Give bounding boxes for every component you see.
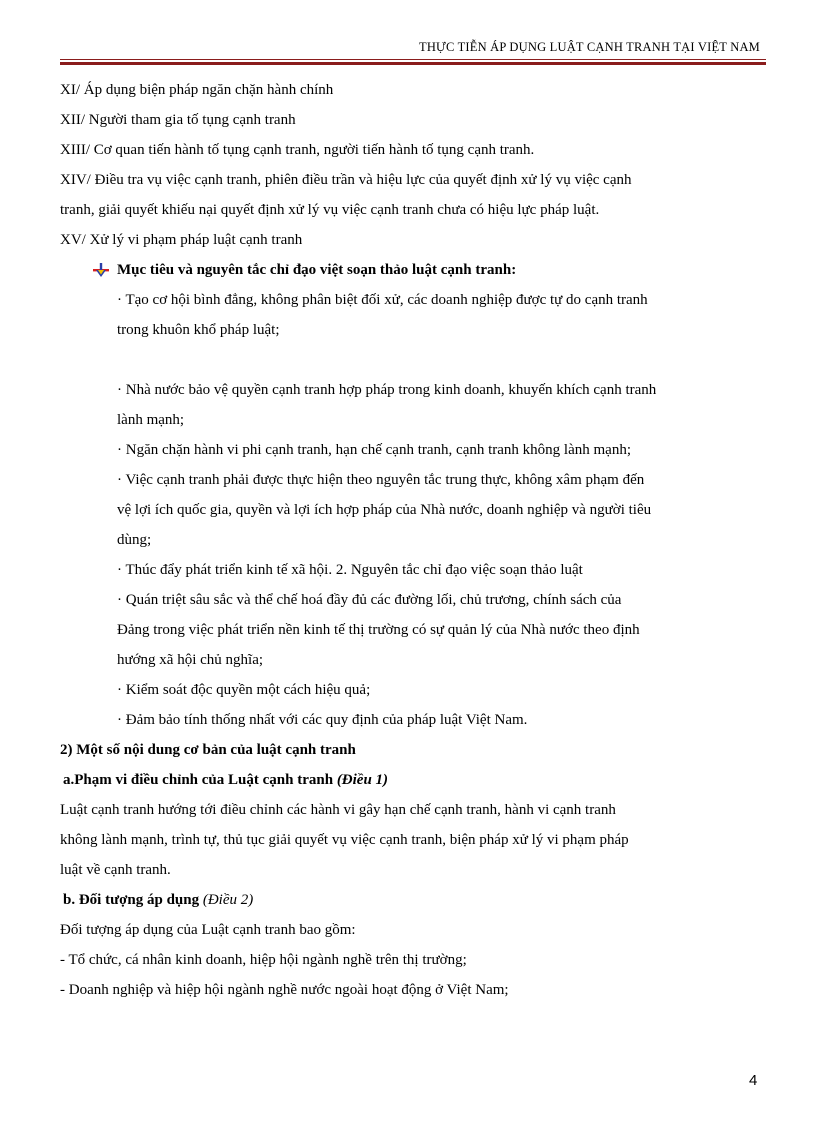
chapter-item: XIV/ Điều tra vụ việc cạnh tranh, phiên điều trần và hiệu lực của quyết định xử lý vụ việc cạnh [60,172,632,188]
header-rule-thin [60,59,766,60]
subsection-a-title: a.Phạm vi điều chỉnh của Luật cạnh tranh [63,772,334,788]
paragraph-line: Luật cạnh tranh hướng tới điều chỉnh các hành vi gây hạn chế cạnh tranh, hành vi cạnh tranh [60,802,616,818]
paragraph-line: luật về cạnh tranh. [60,862,171,878]
chapter-item: XII/ Người tham gia tố tụng cạnh tranh [60,112,296,128]
chapter-item-continuation: tranh, giải quyết khiếu nại quyết định xử lý vụ việc cạnh tranh chưa có hiệu lực pháp luật. [60,202,600,218]
objective-line: vệ lợi ích quốc gia, quyền và lợi ích hợp pháp của Nhà nước, doanh nghiệp và người tiêu [117,502,652,518]
subsection-a-ref: (Điều 1) [336,772,389,788]
objective-line: · Thúc đẩy phát triển kinh tế xã hội. 2. Nguyên tắc chỉ đạo việc soạn thảo luật [117,562,583,578]
objective-line: · Tạo cơ hội bình đẳng, không phân biệt đối xử, các doanh nghiệp được tự do cạnh tranh [117,292,648,308]
objective-line: dùng; [117,532,152,548]
subsection-b-title: b. Đối tượng áp dụng [63,892,200,908]
paragraph-line: không lành mạnh, trình tự, thủ tục giải quyết vụ việc cạnh tranh, biện pháp xử lý vi phạm pháp [60,832,629,848]
chapter-item: XI/ Áp dụng biện pháp ngăn chặn hành chính [60,82,334,98]
subsection-a-heading [63,772,388,789]
paragraph-line: Đối tượng áp dụng của Luật cạnh tranh bao gồm: [60,922,356,938]
chapter-item: XV/ Xử lý vi phạm pháp luật cạnh tranh [60,232,303,248]
objective-line: Đảng trong việc phát triển nền kinh tế thị trường có sự quản lý của Nhà nước theo định [117,622,640,638]
header-title: THỰC TIỄN ÁP DỤNG LUẬT CẠNH TRANH TẠI VIỆT NAM [418,40,760,54]
paragraph-line: - Tổ chức, cá nhân kinh doanh, hiệp hội ngành nghề trên thị trường; [60,952,467,968]
chapter-item: XIII/ Cơ quan tiến hành tố tụng cạnh tranh, người tiến hành tố tụng cạnh tranh. [60,142,535,158]
objective-line: lành mạnh; [117,412,185,428]
objective-line: · Việc cạnh tranh phải được thực hiện theo nguyên tắc trung thực, không xâm phạm đến [117,472,645,488]
subsection-b-ref: (Điều 2) [202,892,254,908]
header-rule-thick [60,62,766,65]
objective-line: · Nhà nước bảo vệ quyền cạnh tranh hợp pháp trong kinh doanh, khuyến khích cạnh tranh [117,382,657,398]
objectives-heading: Mục tiêu và nguyên tắc chỉ đạo việt soạn thảo luật cạnh tranh: [117,262,517,278]
objective-line: trong khuôn khổ pháp luật; [117,322,280,338]
paragraph-line: - Doanh nghiệp và hiệp hội ngành nghề nước ngoài hoạt động ở Việt Nam; [60,982,509,998]
subsection-b-heading [63,892,253,909]
arrow-down-bullet-icon [92,262,110,278]
objective-line: · Đảm bảo tính thống nhất với các quy định của pháp luật Việt Nam. [117,712,528,728]
objective-line: · Ngăn chặn hành vi phi cạnh tranh, hạn chế cạnh tranh, cạnh tranh không lành mạnh; [117,442,631,458]
objective-line: · Quán triệt sâu sắc và thể chế hoá đầy đủ các đường lối, chủ trương, chính sách của [117,592,622,608]
objective-line: · Kiểm soát độc quyền một cách hiệu quả; [117,682,371,698]
section-2-heading: 2) Một số nội dung cơ bản của luật cạnh tranh [60,742,356,758]
page-number: 4 [749,1072,758,1089]
objective-line: hướng xã hội chủ nghĩa; [117,652,264,668]
